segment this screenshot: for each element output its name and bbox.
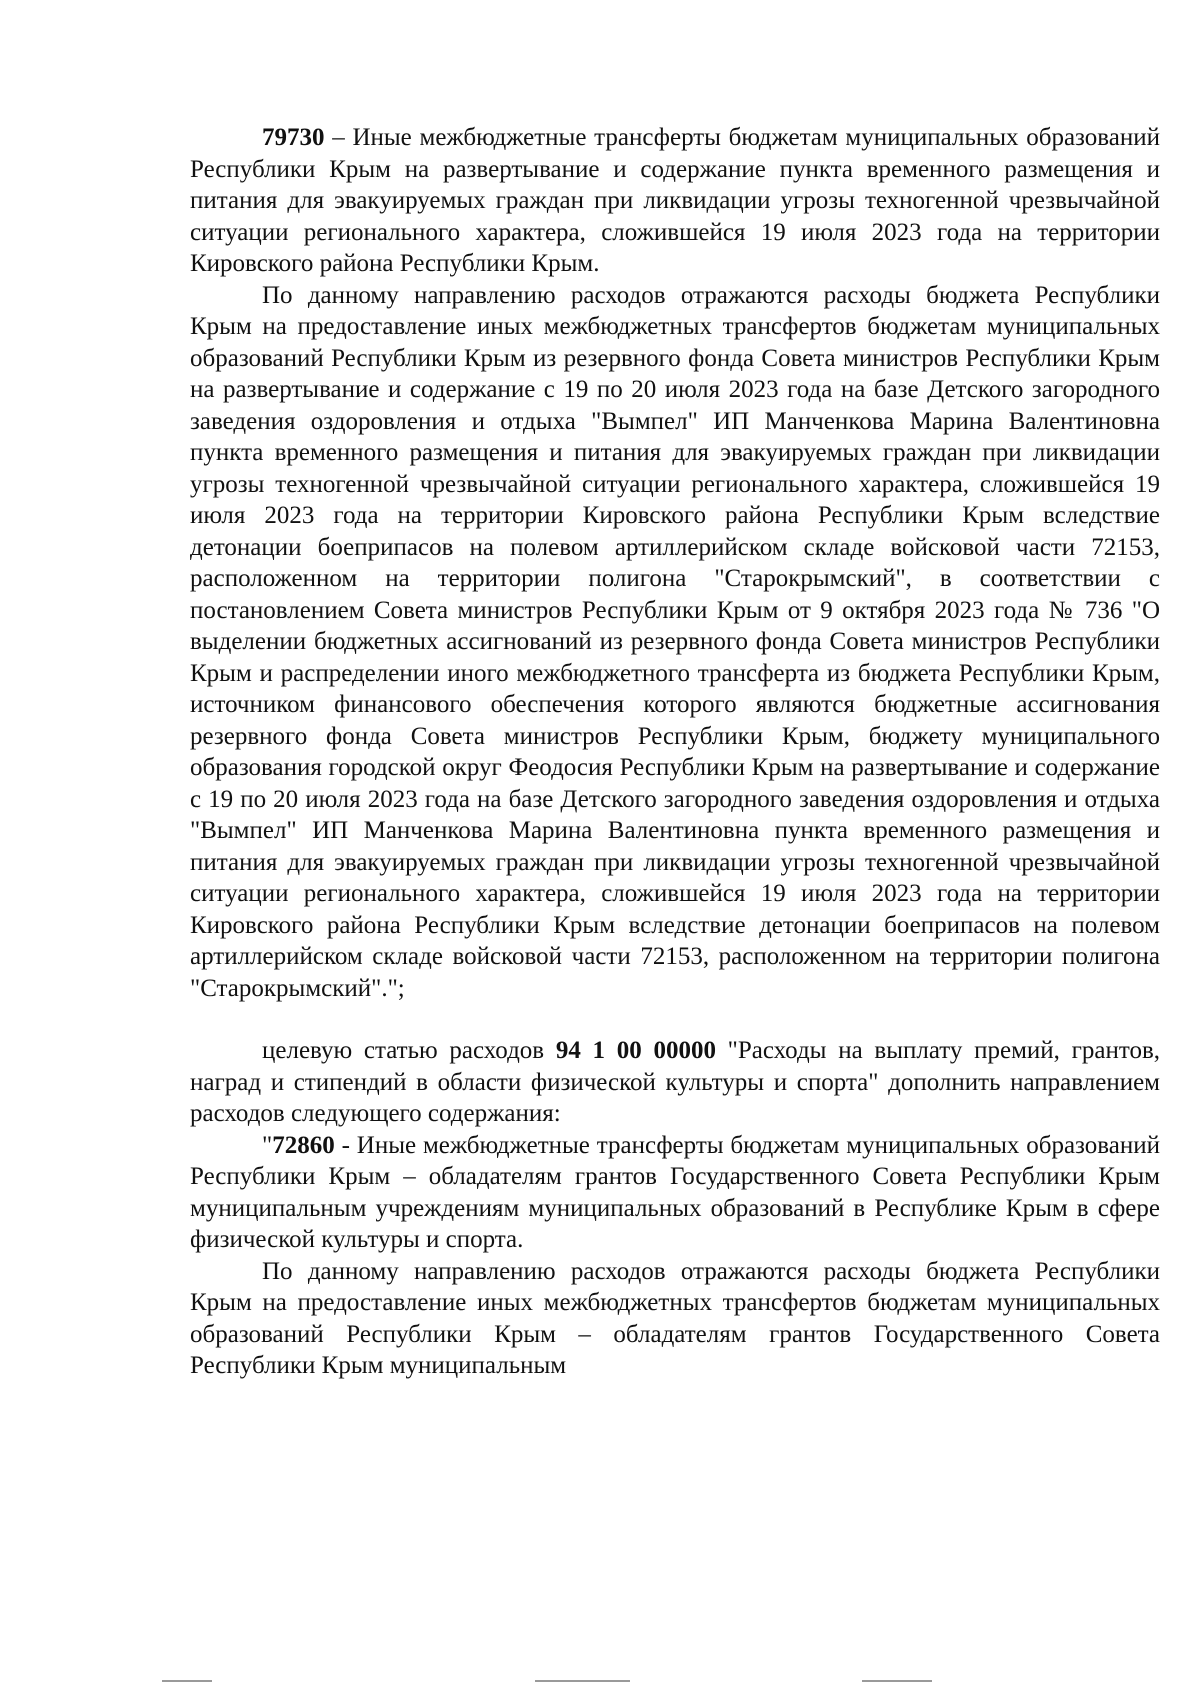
scan-edge-marks bbox=[0, 1680, 1200, 1686]
target-article-code: 94 1 00 00000 bbox=[555, 1037, 716, 1064]
paragraph-text: – Иные межбюджетные трансферты бюджетам муниципальных образований Республики Крым на развертывание и содержание пункта временного размещения и питания для эвакуируемых граждан при ликвидации угрозы техногенной чрезвычайной ситуации регионального характера, сложившейся 19 июля 2023 года на территории Кировского района Республики Крым. bbox=[190, 124, 1160, 277]
paragraph-prefix: " bbox=[262, 1131, 273, 1159]
paragraph-72860 bbox=[190, 1130, 1160, 1256]
paragraph-text: "Расходы на выплату премий, грантов, наград и стипендий в области физической культуры и спорта" дополнить направлением расходов следующего содержания: bbox=[190, 1037, 1160, 1127]
expense-code-72860: 72860 bbox=[272, 1131, 335, 1159]
scan-mark bbox=[862, 1680, 932, 1682]
expense-code-79730: 79730 bbox=[262, 124, 325, 151]
paragraph-72860-description bbox=[190, 1256, 1160, 1382]
paragraph-text: По данному направлению расходов отражаются расходы бюджета Республики Крым на предоставление иных межбюджетных трансфертов бюджетам муниципальных образований Республики Крым из резервного фонда Совета министров Республики Крым на развертывание и содержание с 19 по 20 июля 2023 года на базе Детского загородного заведения оздоровления и отдыха "Вымпел" ИП Манченкова Марина Валентиновна пункта временного размещения и питания для эвакуируемых граждан при ликвидации угрозы техногенной чрезвычайной ситуации регионального характера, сложившейся 19 июля 2023 года на территории Кировского района Республики Крым вследствие детонации боеприпасов на полевом артиллерийском складе войсковой части 72153, расположенном на территории полигона "Старокрымский", в соответствии с постановлением Совета министров Республики Крым от 9 октября 2023 года № 736 "О выделении бюджетных ассигнований из резервного фонда Совета министров Республики Крым и распределении иного межбюджетного трансферта из бюджета Республики Крым, источником финансового обеспечения которого являются бюджетные ассигнования резервного фонда Совета министров Республики Крым, бюджету муниципального образования городской округ Феодосия Республики Крым на развертывание и содержание с 19 по 20 июля 2023 года на базе Детского загородного заведения оздоровления и отдыха "Вымпел" ИП Манченкова Марина Валентиновна пункта временного размещения и питания для эвакуируемых граждан при ликвидации угрозы техногенной чрезвычайной ситуации регионального характера, сложившейся 19 июля 2023 года на территории Кировского района Республики Крым вследствие детонации боеприпасов на полевом артиллерийском складе войсковой части 72153, расположенном на территории полигона "Старокрымский"."; bbox=[190, 281, 1160, 1002]
document-body bbox=[190, 122, 1160, 1382]
paragraph-target-article bbox=[190, 1035, 1160, 1130]
paragraph-prefix: целевую статью расходов bbox=[262, 1037, 556, 1064]
paragraph-text: - Иные межбюджетные трансферты бюджетам муниципальных образований Республики Крым – обладателям грантов Государственного Совета Республики Крым муниципальным учреждениям муниципальных образований в Республике Крым в сфере физической культуры и спорта. bbox=[190, 1131, 1160, 1253]
paragraph-79730-description bbox=[190, 280, 1160, 1005]
scan-mark bbox=[535, 1680, 630, 1682]
scan-mark bbox=[162, 1680, 212, 1682]
paragraph-text: По данному направлению расходов отражаются расходы бюджета Республики Крым на предоставление иных межбюджетных трансфертов бюджетам муниципальных образований Республики Крым – обладателям грантов Государственного Совета Республики Крым муниципальным bbox=[190, 1257, 1160, 1379]
paragraph-79730 bbox=[190, 122, 1160, 280]
